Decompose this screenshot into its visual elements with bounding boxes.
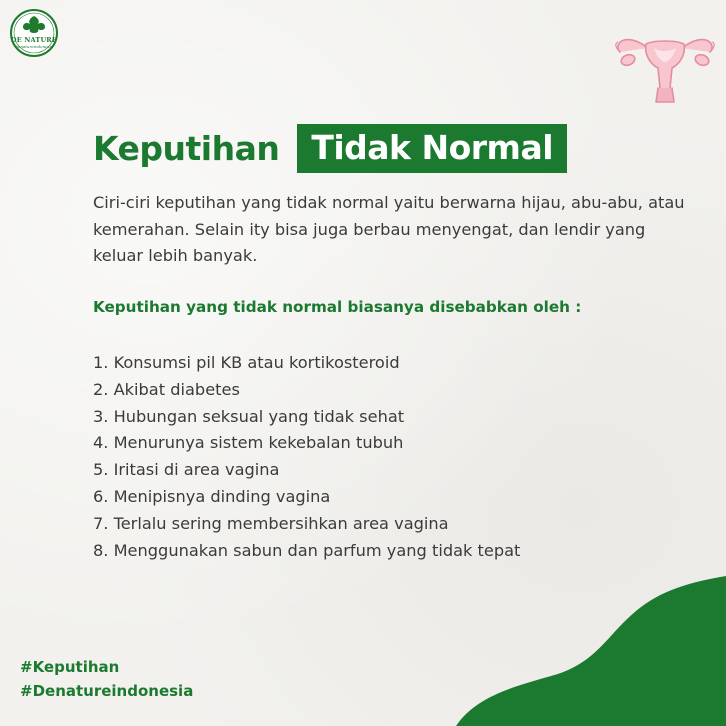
list-item: 3. Hubungan seksual yang tidak sehat [93,406,405,426]
hashtag: #Denatureindonesia [20,682,194,700]
title-part2-highlight: Tidak Normal [297,124,567,173]
causes-list [93,350,693,564]
logo-icon [9,8,59,58]
list-item: 1. Konsumsi pil KB atau kortikosteroid [93,353,400,372]
list-item: 2. Akibat diabetes [93,379,240,399]
page-title [93,122,567,174]
list-item: 5. Iritasi di area vagina [93,460,280,480]
list-item: 8. Menggunakan sabun dan parfum yang tidak tepat [93,540,521,560]
intro-paragraph: Ciri-ciri keputihan yang tidak normal yaitu berwarna hijau, abu-abu, atau kemerahan. Selain ity bisa juga berbau menyengat, dan lendir yang keluar lebih banyak. [93,193,685,265]
causes-subheading: Keputihan yang tidak normal biasanya disebabkan oleh : [93,298,582,316]
list-item: 4. Menurunya sistem kekebalan tubuh [93,433,404,453]
green-blob-decoration [456,576,726,726]
hashtags [20,655,193,703]
title-part1: Keputihan [93,128,280,168]
logo-tagline: Denatureindonesia [14,44,54,49]
brand-logo [9,8,59,58]
list-item: 7. Terlalu sering membersihkan area vagina [93,513,449,533]
uterus-illustration-icon [610,18,720,106]
list-item: 6. Menipisnya dinding vagina [93,486,331,506]
hashtag: #Keputihan [20,658,120,676]
logo-name: DE NATURE [10,36,58,44]
